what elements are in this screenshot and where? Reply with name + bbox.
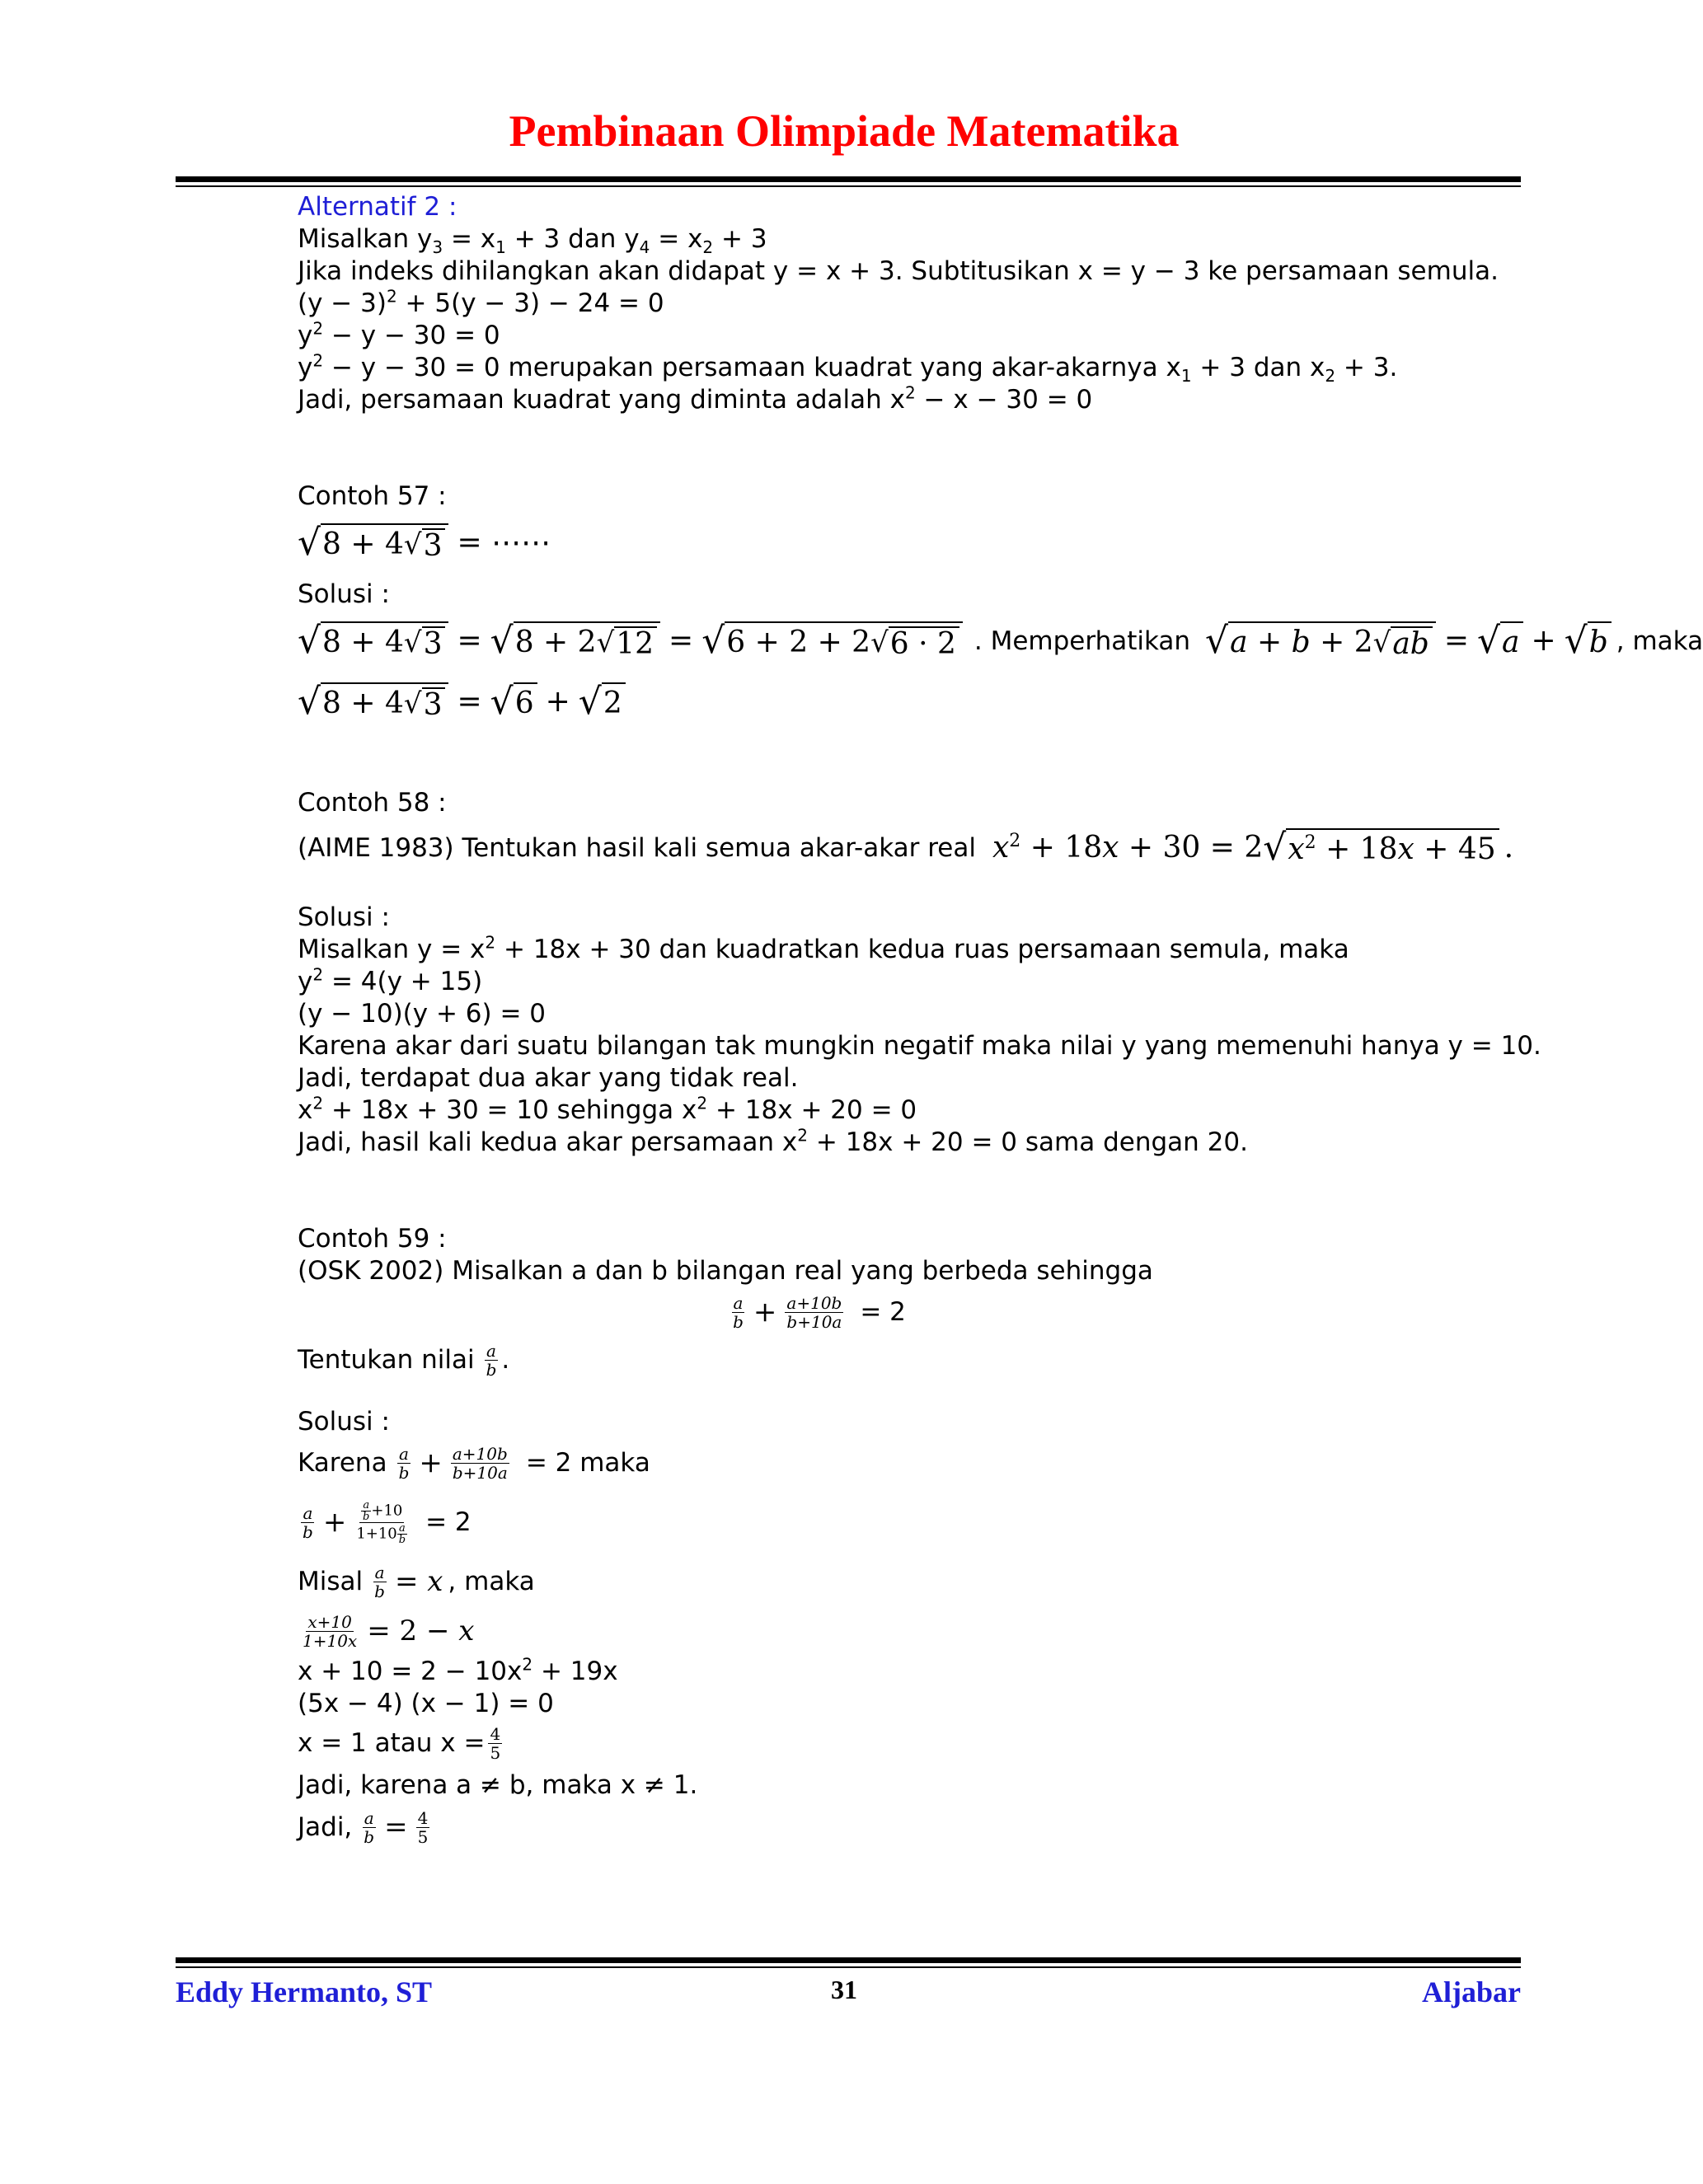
c59-question: (OSK 2002) Misalkan a dan b bilangan real yang berbeda sehingga [298, 1256, 1153, 1286]
c59-solusi: Solusi : [298, 1407, 390, 1436]
alt2-line-4: $y^2 - y - 30 = 0$ [298, 318, 500, 350]
c58-line-6: $x^2 + 18x + 30 = 10$ sehingga $x^2 + 18x + 20 = 0$ [298, 1093, 917, 1125]
c58-question: (AIME 1983) Tentukan hasil kali semua akar-akar real $x^2 + 18x + 30 = 2$ √ $x^2 + 18x + 45$ . [298, 827, 1514, 869]
c59-step-1: $\frac{a}{b}$ + $\frac{a}{b}$ +10 1+10 $\frac{a}{b}$ = 2 [303, 1498, 471, 1546]
c59-heading: Contoh 59 : [298, 1224, 447, 1254]
footer-section: Aljabar [1422, 1975, 1521, 2008]
footer-page-number: 31 [831, 1975, 857, 2004]
c58-line-1: Misalkan $y = x^2 + 18x + 30$ dan kuadratkan kedua ruas persamaan semula, maka [298, 932, 1349, 964]
c58-line-7: Jadi, hasil kali kedua akar persamaan $x^2 + 18x + 20 = 0$ sama dengan 20. [298, 1125, 1248, 1157]
c58-line-2: $y^2 = 4(y + 15)$ [298, 964, 483, 996]
c58-line-4: Karena akar dari suatu bilangan tak mungkin negatif maka nilai y yang memenuhi hanya y = 10. [298, 1031, 1541, 1061]
c59-equation: $\frac{a}{b}$ + $\frac{a+10b}{b+10a}$ = 2 [733, 1292, 906, 1332]
c59-step-2: $\frac{x+10}{1+10x}$ = 2 − x [303, 1611, 475, 1651]
header-rule-thick [176, 176, 1521, 182]
c59-line-d: Jadi, karena a ≠ b, maka x ≠ 1. [298, 1770, 698, 1800]
c57-heading: Contoh 57 : [298, 481, 447, 511]
c59-line-b: (5x − 4) (x − 1) = 0 [298, 1689, 554, 1718]
c59-line-a: $x + 10 = 2 - 10x^2 + 19x$ [298, 1654, 618, 1686]
c58-solusi: Solusi : [298, 902, 390, 932]
alt2-heading: Alternatif 2 : [298, 192, 457, 222]
c58-line-3: (y − 10)(y + 6) = 0 [298, 999, 547, 1029]
alt2-line-2: Jika indeks dihilangkan akan didapat y = x + 3. Subtitusikan x = y − 3 ke persamaan semula. [298, 256, 1499, 286]
c57-sol-line-2: √ 8 + 4 √ 3 = √ 6 + √ 2 [298, 672, 1534, 733]
footer-rule-thick [176, 1957, 1521, 1963]
alt2-line-1: Misalkan $y_3 = x_1 + 3$ dan $y_4 = x_2 + 3$ [298, 224, 767, 258]
header-rule-thin [176, 185, 1521, 187]
c59-misal: Misal $\frac{a}{b}$ = x , maka [298, 1562, 535, 1601]
c57-sol-line-1: √ 8 + 4 √ 3 = √ 8 + 2 √ 12 = √ 6 + 2 + 2 √ 6 · 2 . Memperhatikan √ a + b + 2 √ ab = √ a + √ b , maka [298, 620, 1703, 662]
alt2-line-5: $y^2 - y - 30 = 0$ merupakan persamaan kuadrat yang akar-akarnya $x_1 + 3$ dan $x_2 + 3$. [298, 350, 1398, 387]
c59-line-c: x = 1 atau x = $\frac{4}{5}$ [298, 1723, 501, 1763]
c59-tentukan: Tentukan nilai $\frac{a}{b}$ . [298, 1340, 510, 1380]
alt2-line-6: Jadi, persamaan kuadrat yang diminta adalah $x^2 - x - 30 = 0$ [298, 382, 1093, 415]
c58-heading: Contoh 58 : [298, 788, 447, 818]
c59-line-e: Jadi, $\frac{a}{b}$ = $\frac{4}{5}$ [298, 1807, 429, 1847]
alt2-line-3: $(y - 3)^2 + 5(y - 3) - 24 = 0$ [298, 286, 664, 318]
footer-rule-thin [176, 1966, 1521, 1968]
page-title: Pembinaan Olimpiade Matematika [509, 106, 1180, 156]
footer-author: Eddy Hermanto, ST [176, 1975, 433, 2008]
c58-line-5: Jadi, terdapat dua akar yang tidak real. [298, 1063, 799, 1093]
page-content [298, 191, 1703, 1850]
c57-question: √ 8 + 4 √ 3 = ⋯⋯ [298, 522, 551, 564]
c57-solusi: Solusi : [298, 579, 390, 609]
c59-karena: Karena $\frac{a}{b}$ + $\frac{a+10b}{b+10a}$ = 2 maka [298, 1443, 650, 1483]
